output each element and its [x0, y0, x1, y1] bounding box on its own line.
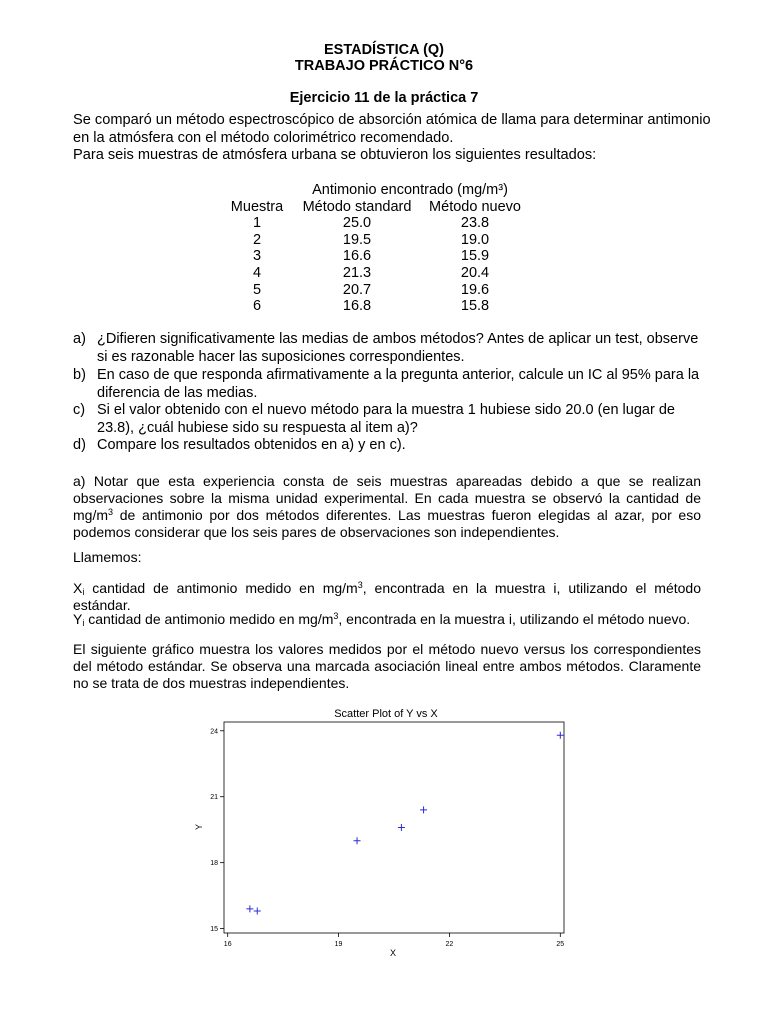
- intro-paragraph-2: Para seis muestras de atmósfera urbana se obtuvieron los siguientes resultados:: [73, 147, 597, 163]
- question-letter: c): [73, 402, 86, 418]
- yi-text-2: , encontrada en la muestra i, utilizando el método nuevo.: [338, 611, 691, 627]
- question-text: En caso de que responda afirmativamente a la pregunta anterior, calcule un IC al 95% para la diferencia de las medias.: [97, 367, 700, 401]
- cell-muestra: 6: [252, 298, 262, 315]
- cell-standard: 21.3: [342, 264, 372, 281]
- yi-definition: [73, 611, 713, 628]
- y-tick-label: 18: [210, 860, 218, 868]
- intro-paragraph: Se comparó un método espectroscópico de absorción atómica de llama para determinar antimonio en la atmósfera con el método colorimétrico recomendado.: [73, 112, 711, 146]
- x-tick-label: 19: [334, 941, 343, 948]
- cell-standard: 20.7: [342, 281, 372, 298]
- table-row: [226, 298, 524, 315]
- doc-course-title: ESTADÍSTICA (Q): [323, 42, 445, 58]
- scatter-point: [246, 905, 253, 912]
- question-text: ¿Difieren significativamente las medias de ambos métodos? Antes de aplicar un test, observe si es razonable hacer las suposiciones correspondientes.: [97, 331, 699, 365]
- xi-superscript: 3: [357, 580, 363, 590]
- answer-a-text-2: de antimonio por dos métodos diferentes. Las muestras fueron elegidas al azar, por eso podemos considerar que los seis pares de observaciones son independientes.: [73, 507, 701, 540]
- scatter-point: [254, 908, 261, 915]
- col-header-nuevo: Método nuevo: [429, 198, 521, 215]
- results-table: [226, 182, 524, 315]
- cell-nuevo: 15.9: [460, 248, 490, 265]
- answer-a-text-1: a) Notar que esta experiencia consta de seis muestras apareadas debido a que se realizan observaciones sobre la misma unidad experimental. En cada muestra se observó la cantidad de mg/m: [73, 473, 701, 523]
- scatter-point: [398, 824, 405, 831]
- cell-nuevo: 19.0: [460, 231, 490, 248]
- yi-variable: Y: [73, 611, 83, 627]
- llamemos-label: Llamemos:: [73, 549, 142, 565]
- scatter-point: [420, 806, 427, 813]
- col-header-muestra: Muestra: [230, 198, 284, 215]
- cell-muestra: 4: [252, 264, 262, 281]
- scatter-point: [354, 837, 361, 844]
- cell-standard: 19.5: [342, 231, 372, 248]
- y-tick-label: 24: [210, 728, 218, 736]
- table-group-header: Antimonio encontrado (mg/m³): [312, 182, 508, 198]
- cell-muestra: 5: [252, 281, 262, 298]
- cell-muestra: 3: [252, 248, 262, 265]
- x-tick-label: 25: [556, 941, 565, 948]
- exercise-title: Ejercicio 11 de la práctica 7: [289, 90, 479, 106]
- cell-standard: 16.6: [342, 248, 372, 265]
- yi-subscript: i: [82, 618, 85, 628]
- question-c: [73, 402, 705, 438]
- question-d: [73, 437, 705, 455]
- doc-practical-title: TRABAJO PRÁCTICO N°6: [294, 58, 474, 74]
- cell-nuevo: 20.4: [460, 264, 490, 281]
- xi-text-2: , encontrada en la muestra i, utilizando el método estándar.: [73, 580, 701, 613]
- cell-muestra: 2: [252, 231, 262, 248]
- cell-muestra: 1: [252, 215, 262, 232]
- cell-nuevo: 23.8: [460, 215, 490, 232]
- question-letter: d): [73, 437, 86, 453]
- table-row: [226, 232, 524, 249]
- y-tick-label: 21: [210, 794, 218, 802]
- scatter-plot: [190, 700, 580, 968]
- table-row: [226, 248, 524, 265]
- question-letter: b): [73, 367, 86, 383]
- question-a: [73, 331, 705, 367]
- scatter-point: [557, 732, 564, 739]
- cell-nuevo: 15.8: [460, 298, 490, 315]
- question-b: [73, 367, 705, 403]
- xi-variable: X: [73, 580, 83, 596]
- table-row: [226, 265, 524, 282]
- y-axis-label: Y: [194, 823, 204, 831]
- chart-title: Scatter Plot of Y vs X: [334, 708, 438, 720]
- yi-text-1: cantidad de antimonio medido en mg/m: [84, 611, 334, 627]
- xi-definition: [73, 580, 701, 614]
- answer-a-paragraph: [73, 473, 701, 541]
- yi-superscript: 3: [333, 611, 339, 621]
- table-row: [226, 282, 524, 299]
- col-header-standard: Método standard: [302, 198, 412, 215]
- cell-standard: 16.8: [342, 298, 372, 315]
- table-row: [226, 215, 524, 232]
- cell-nuevo: 19.6: [460, 281, 490, 298]
- xi-text-1: cantidad de antimonio medido en mg/m: [84, 580, 358, 596]
- question-text: Si el valor obtenido con el nuevo método para la muestra 1 hubiese sido 20.0 (en lugar de 23.8), ¿cuál hubiese sido su respuesta al item a)?: [97, 402, 675, 436]
- y-tick-label: 15: [210, 926, 218, 934]
- plot-frame: [224, 722, 564, 933]
- question-letter: a): [73, 331, 86, 347]
- x-tick-label: 22: [445, 941, 454, 948]
- cell-standard: 25.0: [342, 215, 372, 232]
- question-text: Compare los resultados obtenidos en a) y en c).: [97, 437, 406, 453]
- graph-paragraph: El siguiente gráfico muestra los valores medidos por el método nuevo versus los correspondientes del método estándar. Se observa una marcada asociación lineal entre ambos métodos. Claramente no se trata de dos muestras independientes.: [73, 641, 701, 691]
- xi-subscript: i: [82, 587, 85, 597]
- x-axis-label: X: [389, 948, 397, 958]
- answer-a-superscript: 3: [108, 507, 114, 517]
- x-tick-label: 16: [223, 941, 232, 948]
